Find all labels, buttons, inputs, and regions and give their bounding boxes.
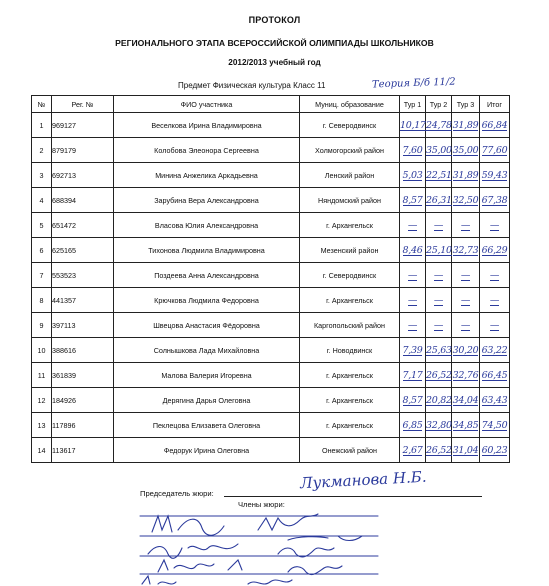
tour3-score-value: 32,73 <box>452 244 479 256</box>
tour3-score <box>452 163 480 188</box>
document-title: ПРОТОКОЛ <box>248 15 301 25</box>
row-num: 7 <box>32 263 52 288</box>
municipality: г. Архангельск <box>300 363 400 388</box>
members-label: Члены жюри: <box>238 500 285 509</box>
total-score-value: — <box>489 219 500 231</box>
tour1-score <box>400 163 426 188</box>
municipality: Холмогорский район <box>300 138 400 163</box>
table-row <box>32 413 510 438</box>
row-num: 4 <box>32 188 52 213</box>
reg-number: 969127 <box>52 113 114 138</box>
total-score <box>480 163 510 188</box>
table-row <box>32 438 510 463</box>
tour3-score <box>452 188 480 213</box>
tour3-score-value: 32,76 <box>452 369 479 381</box>
row-num: 6 <box>32 238 52 263</box>
tour3-score <box>452 263 480 288</box>
participant-name: Тихонова Людмила Владимировна <box>114 238 300 263</box>
tour1-score <box>400 238 426 263</box>
tour1-score-value: 8,46 <box>402 244 423 256</box>
tour3-score-value: 34,85 <box>452 419 479 431</box>
municipality: г. Архангельск <box>300 413 400 438</box>
reg-number: 117896 <box>52 413 114 438</box>
total-score-value: 66,29 <box>481 244 508 256</box>
chair-signature-line <box>224 496 482 497</box>
municipality: Ленский район <box>300 163 400 188</box>
tour1-score <box>400 188 426 213</box>
tour1-score <box>400 313 426 338</box>
total-score <box>480 188 510 213</box>
row-num: 14 <box>32 438 52 463</box>
tour2-score <box>426 288 452 313</box>
total-score <box>480 263 510 288</box>
chair-label: Председатель жюри: <box>140 489 214 498</box>
row-num: 2 <box>32 138 52 163</box>
total-score-value: 66,84 <box>481 119 508 131</box>
tour3-score-value: — <box>460 269 471 281</box>
tour2-score <box>426 338 452 363</box>
participant-name: Веселкова Ирина Владимировна <box>114 113 300 138</box>
tour1-score-value: 6,85 <box>402 419 423 431</box>
total-score-value: — <box>489 319 500 331</box>
tour1-score <box>400 288 426 313</box>
col-header-total: Итог <box>480 96 510 113</box>
municipality: г. Северодвинск <box>300 113 400 138</box>
tour3-score-value: — <box>460 219 471 231</box>
tour3-score <box>452 388 480 413</box>
participant-name: Власова Юлия Александровна <box>114 213 300 238</box>
total-score <box>480 138 510 163</box>
tour1-score <box>400 388 426 413</box>
reg-number: 625165 <box>52 238 114 263</box>
row-num: 9 <box>32 313 52 338</box>
municipality: Няндомский район <box>300 188 400 213</box>
tour3-score-value: 35,00 <box>452 144 479 156</box>
document-subtitle: РЕГИОНАЛЬНОГО ЭТАПА ВСЕРОССИЙСКОЙ ОЛИМПИАДЫ ШКОЛЬНИКОВ <box>115 38 434 48</box>
total-score-value: 66,45 <box>481 369 508 381</box>
reg-number: 688394 <box>52 188 114 213</box>
total-score-value: 67,38 <box>481 194 508 206</box>
reg-number: 184926 <box>52 388 114 413</box>
table-row <box>32 163 510 188</box>
table-row <box>32 138 510 163</box>
table-row <box>32 338 510 363</box>
participant-name: Швецова Анастасия Фёдоровна <box>114 313 300 338</box>
tour2-score <box>426 413 452 438</box>
tour3-score <box>452 138 480 163</box>
total-score <box>480 338 510 363</box>
row-num: 12 <box>32 388 52 413</box>
tour3-score-value: — <box>460 294 471 306</box>
total-score-value: — <box>489 294 500 306</box>
total-score <box>480 363 510 388</box>
tour3-score-value: — <box>460 319 471 331</box>
total-score-value: 77,60 <box>481 144 508 156</box>
tour1-score-value: 5,03 <box>402 169 423 181</box>
municipality: Онежский район <box>300 438 400 463</box>
col-header-tour1: Тур 1 <box>400 96 426 113</box>
tour2-score <box>426 213 452 238</box>
tour2-score-value: 20,82 <box>426 394 452 406</box>
tour3-score <box>452 413 480 438</box>
tour1-score-value: — <box>407 294 418 306</box>
row-num: 11 <box>32 363 52 388</box>
tour3-score-value: 31,04 <box>452 444 479 456</box>
tour2-score <box>426 113 452 138</box>
participant-name: Минина Анжелика Аркадьевна <box>114 163 300 188</box>
tour1-score <box>400 413 426 438</box>
reg-number: 441357 <box>52 288 114 313</box>
table-row <box>32 313 510 338</box>
col-header-name: ФИО участника <box>114 96 300 113</box>
tour1-score <box>400 363 426 388</box>
municipality: Каргопольский район <box>300 313 400 338</box>
tour2-score-value: 25,10 <box>426 244 452 256</box>
tour3-score <box>452 288 480 313</box>
table-row <box>32 238 510 263</box>
tour2-score-value: 25,63 <box>426 344 452 356</box>
results-table <box>31 95 510 463</box>
tour3-score-value: 32,50 <box>452 194 479 206</box>
total-score-value: 63,22 <box>481 344 508 356</box>
tour3-score <box>452 338 480 363</box>
total-score <box>480 113 510 138</box>
table-row <box>32 213 510 238</box>
table-row <box>32 363 510 388</box>
tour2-score-value: 32,80 <box>426 419 452 431</box>
tour2-score-value: 26,52 <box>426 444 452 456</box>
tour1-score-value: — <box>407 269 418 281</box>
row-num: 1 <box>32 113 52 138</box>
tour2-score <box>426 138 452 163</box>
tour1-score <box>400 113 426 138</box>
table-row <box>32 388 510 413</box>
tour1-score <box>400 263 426 288</box>
reg-number: 692713 <box>52 163 114 188</box>
col-header-reg: Рег. № <box>52 96 114 113</box>
participant-name: Федорук Ирина Олеговна <box>114 438 300 463</box>
tour2-score-value: 24,78 <box>426 119 452 131</box>
total-score <box>480 213 510 238</box>
tour3-score <box>452 238 480 263</box>
total-score <box>480 313 510 338</box>
tour1-score-value: 7,17 <box>402 369 423 381</box>
participant-name: Малова Валерия Игоревна <box>114 363 300 388</box>
municipality: г. Архангельск <box>300 213 400 238</box>
table-row <box>32 263 510 288</box>
total-score <box>480 388 510 413</box>
reg-number: 361839 <box>52 363 114 388</box>
chair-signature: Лукманова Н.Б. <box>299 467 427 493</box>
tour1-score <box>400 213 426 238</box>
total-score <box>480 413 510 438</box>
total-score-value: — <box>489 269 500 281</box>
subject-line: Предмет Физическая культура Класс 11 <box>178 81 326 90</box>
municipality: г. Архангельск <box>300 388 400 413</box>
table-row <box>32 113 510 138</box>
tour1-score <box>400 338 426 363</box>
participant-name: Поздеева Анна Александровна <box>114 263 300 288</box>
reg-number: 553523 <box>52 263 114 288</box>
tour3-score <box>452 363 480 388</box>
row-num: 13 <box>32 413 52 438</box>
reg-number: 651472 <box>52 213 114 238</box>
tour2-score-value: 26,31 <box>426 194 452 206</box>
tour2-score-value: — <box>433 219 444 231</box>
tour1-score <box>400 438 426 463</box>
tour1-score <box>400 138 426 163</box>
reg-number: 113617 <box>52 438 114 463</box>
tour3-score-value: 31,89 <box>452 119 479 131</box>
participant-name: Крючкова Людмила Федоровна <box>114 288 300 313</box>
tour2-score <box>426 238 452 263</box>
col-header-tour2: Тур 2 <box>426 96 452 113</box>
tour1-score-value: 8,57 <box>402 194 423 206</box>
tour1-score-value: — <box>407 219 418 231</box>
tour2-score-value: 26,52 <box>426 369 452 381</box>
jury-signatures <box>138 510 388 586</box>
table-row <box>32 188 510 213</box>
tour1-score-value: 7,39 <box>402 344 423 356</box>
tour3-score <box>452 313 480 338</box>
row-num: 8 <box>32 288 52 313</box>
municipality: Мезенский район <box>300 238 400 263</box>
total-score-value: 74,50 <box>481 419 508 431</box>
tour2-score-value: — <box>433 294 444 306</box>
municipality: г. Северодвинск <box>300 263 400 288</box>
total-score <box>480 238 510 263</box>
reg-number: 388616 <box>52 338 114 363</box>
total-score-value: 59,43 <box>481 169 508 181</box>
tour2-score-value: — <box>433 319 444 331</box>
municipality: г. Новодвинск <box>300 338 400 363</box>
tour2-score <box>426 163 452 188</box>
academic-year: 2012/2013 учебный год <box>228 58 321 67</box>
tour2-score <box>426 363 452 388</box>
tour1-score-value: 2,67 <box>402 444 423 456</box>
table-row <box>32 288 510 313</box>
tour2-score <box>426 263 452 288</box>
tour2-score-value: — <box>433 269 444 281</box>
row-num: 3 <box>32 163 52 188</box>
tour3-score <box>452 113 480 138</box>
tour2-score <box>426 388 452 413</box>
total-score-value: 60,23 <box>481 444 508 456</box>
participant-name: Колобова Элеонора Сергеевна <box>114 138 300 163</box>
tour1-score-value: — <box>407 319 418 331</box>
total-score <box>480 288 510 313</box>
tour2-score <box>426 313 452 338</box>
col-header-tour3: Тур 3 <box>452 96 480 113</box>
handwritten-note: Теория Б/б 11/2 <box>371 76 456 91</box>
participant-name: Дерягина Дарья Олеговна <box>114 388 300 413</box>
tour2-score-value: 22,51 <box>426 169 452 181</box>
tour3-score-value: 30,20 <box>452 344 479 356</box>
tour1-score-value: 7,60 <box>402 144 423 156</box>
col-header-num: № <box>32 96 52 113</box>
total-score <box>480 438 510 463</box>
row-num: 5 <box>32 213 52 238</box>
tour3-score-value: 34,04 <box>452 394 479 406</box>
row-num: 10 <box>32 338 52 363</box>
tour2-score <box>426 188 452 213</box>
tour2-score-value: 35,00 <box>426 144 452 156</box>
total-score-value: 63,43 <box>481 394 508 406</box>
tour3-score-value: 31,89 <box>452 169 479 181</box>
tour1-score-value: 10,17 <box>400 119 426 131</box>
tour3-score <box>452 213 480 238</box>
table-header-row <box>32 96 510 113</box>
municipality: г. Архангельск <box>300 288 400 313</box>
reg-number: 879179 <box>52 138 114 163</box>
tour3-score <box>452 438 480 463</box>
tour1-score-value: 8,57 <box>402 394 423 406</box>
col-header-municipality: Муниц. образование <box>300 96 400 113</box>
reg-number: 397113 <box>52 313 114 338</box>
participant-name: Зарубина Вера Александровна <box>114 188 300 213</box>
tour2-score <box>426 438 452 463</box>
participant-name: Пеклецова Елизавета Олеговна <box>114 413 300 438</box>
participant-name: Солнышкова Лада Михайловна <box>114 338 300 363</box>
